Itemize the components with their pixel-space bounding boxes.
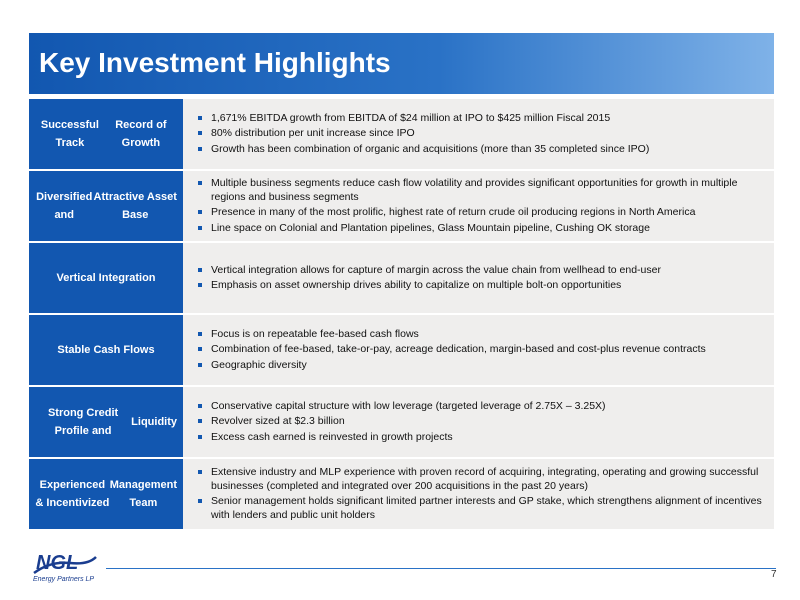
bullet-list [183, 175, 774, 237]
row-label [29, 171, 183, 241]
logo-subtext: Energy Partners LP [33, 576, 95, 583]
row-label [29, 387, 183, 457]
bullet-item: Combination of fee-based, take-or-pay, acreage dedication, margin-based and cost-plus revenue contracts [198, 343, 706, 357]
row-label [29, 315, 183, 385]
bullet-item: Geographic diversity [198, 359, 706, 373]
bullet-item: Growth has been combination of organic and acquisitions (more than 35 completed since IPO) [198, 143, 649, 157]
bullet-item: Revolver sized at $2.3 billion [198, 415, 606, 429]
row-content [183, 387, 774, 457]
bullet-item: Presence in many of the most prolific, highest rate of return crude oil producing regions in North America [198, 206, 766, 220]
bullet-item: 1,671% EBITDA growth from EBITDA of $24 million at IPO to $425 million Fiscal 2015 [198, 112, 649, 126]
row-label [29, 99, 183, 169]
highlight-row [29, 171, 774, 241]
row-label [29, 243, 183, 313]
row-label-line: Attractive Asset Base [93, 191, 177, 221]
row-content [183, 315, 774, 385]
row-label-line: Diversified and [36, 191, 93, 221]
bullet-list [183, 398, 614, 447]
logo-wordmark: NGL [36, 552, 79, 574]
row-label-line: Vertical Integration [56, 272, 156, 284]
row-content [183, 459, 774, 529]
highlight-row [29, 315, 774, 385]
bullet-item: Conservative capital structure with low leverage (targeted leverage of 2.75X – 3.25X) [198, 400, 606, 414]
row-label [29, 459, 183, 529]
row-label-line: Successful Track [40, 119, 99, 149]
highlight-row [29, 99, 774, 169]
footer-divider [106, 568, 776, 569]
highlight-row [29, 387, 774, 457]
row-label-line: Strong Credit Profile and [47, 407, 119, 437]
row-label-line: Stable Cash Flows [57, 344, 155, 356]
bullet-item: 80% distribution per unit increase since IPO [198, 127, 649, 141]
highlights-table [29, 99, 774, 531]
bullet-item: Line space on Colonial and Plantation pipelines, Glass Mountain pipeline, Cushing OK storage [198, 222, 766, 236]
bullet-list [183, 262, 669, 295]
bullet-list [183, 464, 774, 524]
row-label-line: Experienced & Incentivized [35, 479, 110, 509]
bullet-item: Emphasis on asset ownership drives ability to capitalize on multiple bolt-on opportunities [198, 279, 661, 293]
page-number: 7 [771, 569, 777, 580]
bullet-item: Excess cash earned is reinvested in growth projects [198, 431, 606, 445]
bullet-item: Focus is on repeatable fee-based cash flows [198, 328, 706, 342]
highlight-row [29, 243, 774, 313]
bullet-item: Multiple business segments reduce cash flow volatility and provides significant opportunities for growth in multiple regions and business segments [198, 177, 766, 204]
row-label-line: Record of Growth [115, 119, 167, 149]
highlight-row [29, 459, 774, 529]
row-content [183, 243, 774, 313]
row-label-line: Liquidity [131, 416, 177, 428]
bullet-list [183, 326, 714, 375]
title-bar [29, 33, 774, 94]
bullet-list [183, 110, 657, 159]
row-content [183, 171, 774, 241]
row-content [183, 99, 774, 169]
bullet-item: Senior management holds significant limited partner interests and GP stake, which strengthens alignment of incentives with lenders and public unit holders [198, 495, 766, 522]
bullet-item: Extensive industry and MLP experience with proven record of acquiring, integrating, operating and growing successful businesses (completed and integrated over 200 acquisitions in the past 20 years) [198, 466, 766, 493]
row-label-line: Management Team [109, 479, 177, 509]
page-title: Key Investment Highlights [39, 47, 391, 78]
bullet-item: Vertical integration allows for capture of margin across the value chain from wellhead to end-user [198, 264, 661, 278]
